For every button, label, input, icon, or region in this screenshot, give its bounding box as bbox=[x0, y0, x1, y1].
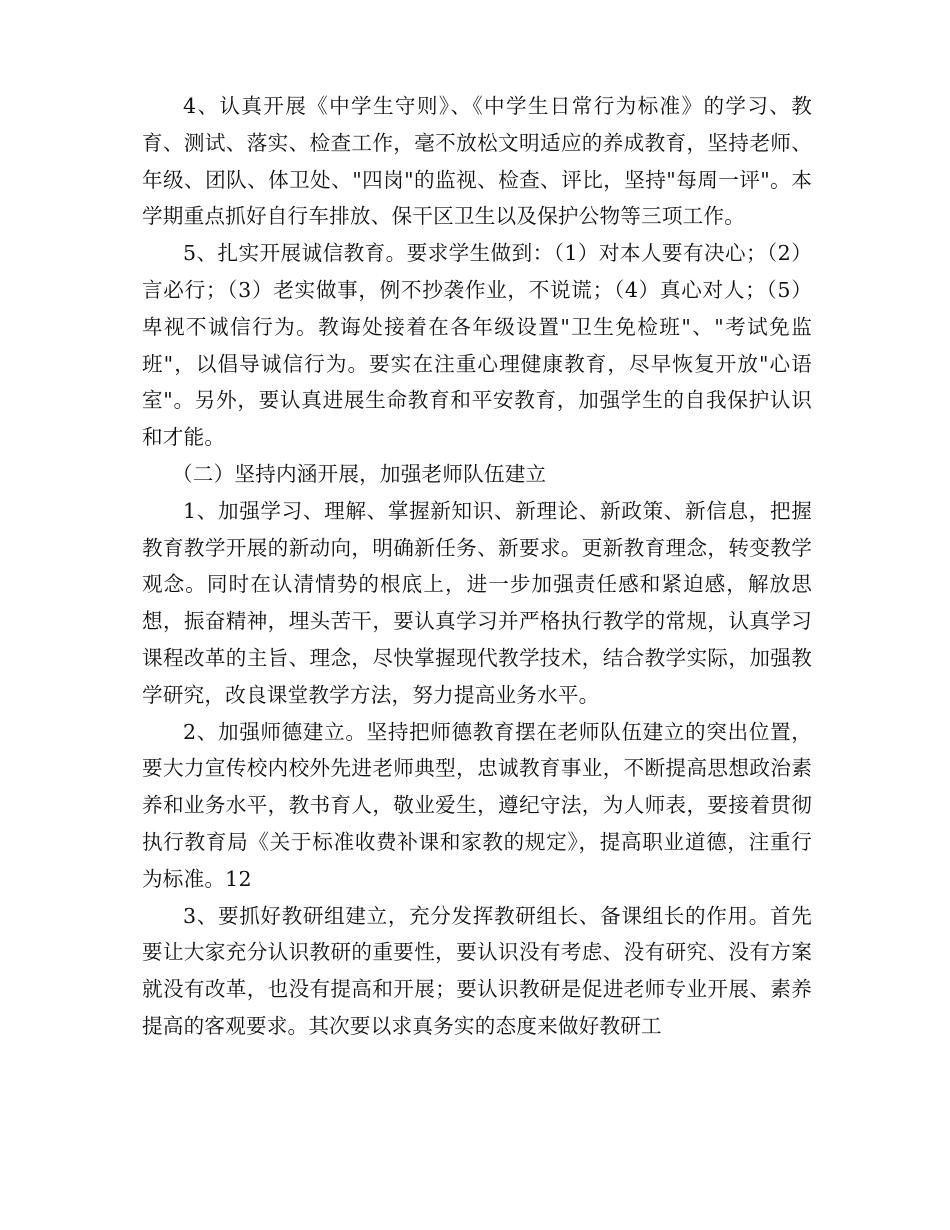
paragraph-teacher-ethics: 2、加强师德建立。坚持把师德教育摆在老师队伍建立的突出位置，要大力宣传校内校外先进老师典型，忠诚教育事业，不断提高思想政治素养和业务水平，教书育人，敬业爱生，遵纪守法，为人师表，要接着贯彻执行教育局《关于标准收费补课和家教的规定》，提高职业道德，注重行为标准。12 bbox=[142, 719, 812, 891]
paragraph-integrity-education: 5、扎实开展诚信教育。要求学生做到：（1）对本人要有决心；（2）言必行；（3）老实做事，例不抄袭作业，不说谎；（4）真心对人；（5）卑视不诚信行为。教诲处接着在各年级设置"卫生免检班"、"考试免监班"，以倡导诚信行为。要实在注重心理健康教育，尽早恢复开放"心语室"。另外，要认真进展生命教育和平安教育，加强学生的自我保护认识和才能。 bbox=[142, 241, 812, 450]
document-page bbox=[142, 88, 812, 1045]
paragraph-teaching-research: 3、要抓好教研组建立，充分发挥教研组长、备课组长的作用。首先要让大家充分认识教研的重要性，要认识没有考虑、没有研究、没有方案就没有改革，也没有提高和开展；要认识教研是促进老师专业开展、素养提高的客观要求。其次要以求真务实的态度来做好教研工 bbox=[142, 903, 812, 1038]
paragraph-learning: 1、加强学习、理解、掌握新知识、新理论、新政策、新信息，把握教育教学开展的新动向，明确新任务、新要求。更新教育理念，转变教学观念。同时在认清情势的根底上，进一步加强责任感和紧迫感，解放思想，振奋精神，埋头苦干，要认真学习并严格执行教学的常规，认真学习课程改革的主旨、理念，尽快掌握现代教学技术，结合教学实际，加强教学研究，改良课堂教学方法，努力提高业务水平。 bbox=[142, 498, 812, 707]
section-heading: （二）坚持内涵开展，加强老师队伍建立 bbox=[172, 461, 547, 486]
paragraph-rules-education: 4、认真开展《中学生守则》、《中学生日常行为标准》的学习、教育、测试、落实、检查工作，毫不放松文明适应的养成教育，坚持老师、年级、团队、体卫处、"四岗"的监视、检查、评比，坚持"每周一评"。本学期重点抓好自行车排放、保干区卫生以及保护公物等三项工作。 bbox=[142, 94, 812, 229]
